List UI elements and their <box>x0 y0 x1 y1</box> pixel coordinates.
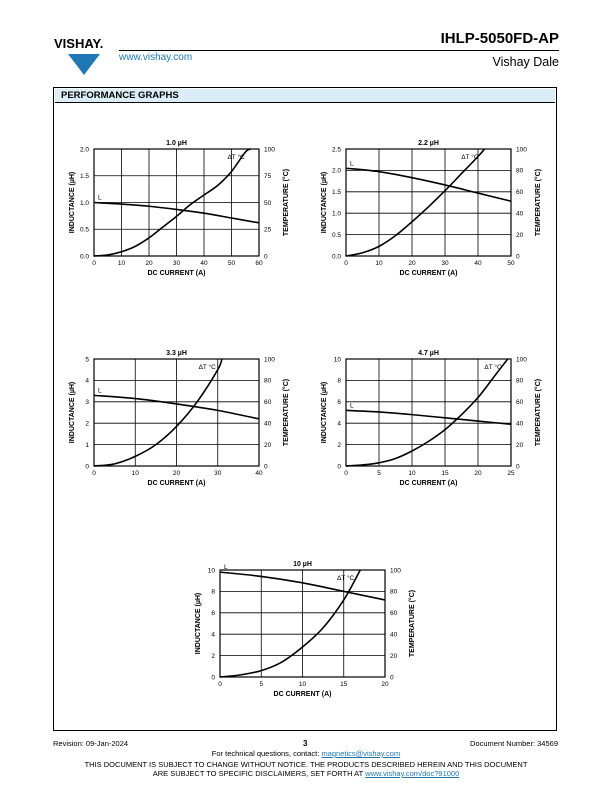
y2-tick-label: 80 <box>516 167 524 175</box>
y-tick-label: 0.5 <box>331 231 341 239</box>
series-label: ΔT °C <box>484 364 502 371</box>
y-axis-label: INDUCTANCE (µH) <box>69 381 76 444</box>
chart-10uh <box>190 557 430 702</box>
x-tick-label: 5 <box>259 681 264 688</box>
y2-tick-label: 20 <box>516 231 524 239</box>
footer-contact <box>0 749 612 758</box>
y-tick-label: 4 <box>85 377 89 385</box>
x-tick-label: 40 <box>200 260 208 267</box>
plot-frame <box>346 359 511 466</box>
y-tick-label: 3 <box>85 399 89 407</box>
y-tick-label: 1.0 <box>331 210 341 218</box>
x-tick-label: 25 <box>507 470 515 477</box>
y2-tick-label: 40 <box>516 420 524 428</box>
y-tick-label: 4 <box>337 420 341 428</box>
series-label: L <box>98 387 102 395</box>
x-tick-label: 50 <box>507 260 515 267</box>
header-rule <box>119 50 559 51</box>
x-tick-label: 10 <box>131 470 139 477</box>
y-tick-label: 0 <box>85 463 89 471</box>
logo-text: VISHAY. <box>54 36 104 51</box>
part-number: IHLP-5050FD-AP <box>440 30 559 47</box>
y-tick-label: 8 <box>337 377 341 385</box>
chart-title: 2.2 µH <box>418 140 439 147</box>
y-tick-label: 6 <box>337 399 341 407</box>
footer-disclaimer-1: THIS DOCUMENT IS SUBJECT TO CHANGE WITHOUT NOTICE. THE PRODUCTS DESCRIBED HEREIN AND THIS DOCUMENT <box>84 760 528 769</box>
y-tick-label: 2 <box>337 441 341 449</box>
y-tick-label: 1.5 <box>331 189 341 197</box>
y-tick-label: 0.5 <box>79 226 89 234</box>
chart-title: 3.3 µH <box>166 350 187 357</box>
x-tick-label: 15 <box>340 681 348 688</box>
y-tick-label: 2.0 <box>79 146 89 154</box>
x-tick-label: 0 <box>344 470 348 477</box>
y-tick-label: 8 <box>211 588 215 596</box>
website-link[interactable]: www.vishay.com <box>119 52 193 63</box>
x-tick-label: 10 <box>375 260 383 267</box>
y2-tick-label: 80 <box>264 377 272 385</box>
footer-doc-number: Document Number: 34569 <box>470 739 558 748</box>
y2-tick-label: 75 <box>264 173 272 181</box>
y-tick-label: 1.5 <box>79 173 89 181</box>
series-label: L <box>98 194 102 202</box>
x-tick-label: 10 <box>408 470 416 477</box>
y-tick-label: 2 <box>85 420 89 428</box>
y-axis-label: INDUCTANCE (µH) <box>321 171 328 234</box>
inductance-series-line <box>346 168 511 201</box>
y2-tick-label: 80 <box>516 377 524 385</box>
series-label: ΔT °C <box>198 364 216 371</box>
y2-tick-label: 100 <box>264 356 275 364</box>
y-tick-label: 2.5 <box>331 146 341 154</box>
contact-prefix: For technical questions, contact: <box>211 749 322 758</box>
y2-tick-label: 100 <box>264 146 275 154</box>
y-axis-label: INDUCTANCE (µH) <box>321 381 328 444</box>
y2-tick-label: 100 <box>516 146 527 154</box>
temperature-series-line <box>346 149 485 256</box>
chart-title: 10 µH <box>293 561 312 568</box>
y-tick-label: 0 <box>337 463 341 471</box>
y-axis-label: INDUCTANCE (µH) <box>69 171 76 234</box>
y2-tick-label: 60 <box>516 189 524 197</box>
disclaimer-prefix: ARE SUBJECT TO SPECIFIC DISCLAIMERS, SET FORTH AT <box>152 769 366 778</box>
y-tick-label: 6 <box>211 610 215 618</box>
x-tick-label: 20 <box>172 470 181 477</box>
y-tick-label: 10 <box>333 356 341 364</box>
y2-tick-label: 40 <box>264 420 272 428</box>
footer-page: 3 <box>303 739 308 748</box>
y-tick-label: 0.0 <box>79 253 89 261</box>
y2-tick-label: 0 <box>264 463 268 471</box>
y2-tick-label: 40 <box>516 210 524 218</box>
y2-tick-label: 20 <box>264 441 272 449</box>
x-tick-label: 5 <box>377 470 381 477</box>
x-axis-label: DC CURRENT (A) <box>273 691 332 698</box>
x-axis-label: DC CURRENT (A) <box>147 270 206 277</box>
y-tick-label: 2.0 <box>331 167 341 175</box>
footer-disclaimer-2 <box>0 769 612 778</box>
inductance-series-line <box>346 410 511 424</box>
y2-tick-label: 20 <box>390 652 398 660</box>
y2-tick-label: 60 <box>390 610 398 618</box>
y2-tick-label: 50 <box>264 199 272 207</box>
x-tick-label: 0 <box>344 260 348 267</box>
x-tick-label: 60 <box>255 260 263 267</box>
chart-title: 1.0 µH <box>166 140 187 147</box>
chart-1uh <box>64 136 304 281</box>
y2-tick-label: 0 <box>516 463 520 471</box>
y2-axis-label: TEMPERATURE (°C) <box>409 589 416 658</box>
y-tick-label: 1.0 <box>79 199 89 207</box>
y-tick-label: 0.0 <box>331 253 341 261</box>
y2-axis-label: TEMPERATURE (°C) <box>283 378 290 447</box>
chart-4-7uh <box>316 346 556 491</box>
y2-tick-label: 40 <box>390 631 398 639</box>
y-tick-label: 4 <box>211 631 215 639</box>
series-label: ΔT °C <box>336 575 355 582</box>
x-tick-label: 40 <box>255 470 263 477</box>
company-name: Vishay Dale <box>492 55 559 69</box>
x-axis-label: DC CURRENT (A) <box>399 480 458 487</box>
x-tick-label: 20 <box>474 470 482 477</box>
y2-tick-label: 0 <box>264 253 268 261</box>
x-tick-label: 30 <box>214 470 222 477</box>
temperature-series-line <box>346 359 508 466</box>
y2-axis-label: TEMPERATURE (°C) <box>283 168 290 237</box>
footer-revision: Revision: 09-Jan-2024 <box>53 739 129 748</box>
chart-2-2uh <box>316 136 556 281</box>
y-tick-label: 1 <box>85 441 89 449</box>
plot-frame <box>346 149 511 256</box>
logo-triangle-icon <box>68 54 100 75</box>
x-tick-label: 20 <box>145 260 153 267</box>
contact-email-link[interactable]: magnetics@vishay.com <box>321 749 401 758</box>
y2-axis-label: TEMPERATURE (°C) <box>535 168 542 237</box>
y2-tick-label: 25 <box>264 226 272 234</box>
x-tick-label: 0 <box>218 681 222 688</box>
series-label: L <box>224 564 228 572</box>
x-tick-label: 10 <box>298 681 307 688</box>
x-tick-label: 15 <box>441 470 449 477</box>
temperature-series-line <box>220 570 360 677</box>
y2-tick-label: 100 <box>390 567 401 575</box>
y-tick-label: 2 <box>211 652 215 660</box>
temperature-series-line <box>94 359 222 466</box>
x-tick-label: 30 <box>172 260 181 267</box>
series-label: L <box>350 402 354 410</box>
chart-3-3uh <box>64 346 304 491</box>
y2-tick-label: 60 <box>516 399 524 407</box>
y-tick-label: 5 <box>85 356 89 364</box>
series-label: ΔT °C <box>227 154 245 161</box>
y2-tick-label: 0 <box>390 674 394 682</box>
x-tick-label: 20 <box>381 681 389 688</box>
y2-axis-label: TEMPERATURE (°C) <box>535 378 542 447</box>
disclaimer-link[interactable]: www.vishay.com/doc?91000 <box>365 769 460 778</box>
x-tick-label: 0 <box>92 260 96 267</box>
x-tick-label: 10 <box>117 260 126 267</box>
chart-title: 4.7 µH <box>418 350 439 357</box>
y-axis-label: INDUCTANCE (µH) <box>195 592 202 655</box>
vishay-logo <box>52 22 116 80</box>
y-tick-label: 0 <box>211 674 215 682</box>
y2-tick-label: 100 <box>516 356 527 364</box>
x-axis-label: DC CURRENT (A) <box>399 270 458 277</box>
y-tick-label: 10 <box>207 567 215 575</box>
series-label: L <box>350 160 354 168</box>
x-axis-label: DC CURRENT (A) <box>147 480 206 487</box>
x-tick-label: 30 <box>441 260 449 267</box>
x-tick-label: 0 <box>92 470 96 477</box>
y2-tick-label: 0 <box>516 253 520 261</box>
x-tick-label: 40 <box>474 260 482 267</box>
y2-tick-label: 80 <box>390 588 398 596</box>
x-tick-label: 20 <box>408 260 416 267</box>
section-title: PERFORMANCE GRAPHS <box>55 89 555 103</box>
x-tick-label: 50 <box>227 260 236 267</box>
y2-tick-label: 60 <box>264 399 272 407</box>
y2-tick-label: 20 <box>516 441 524 449</box>
series-label: ΔT °C <box>461 154 479 161</box>
